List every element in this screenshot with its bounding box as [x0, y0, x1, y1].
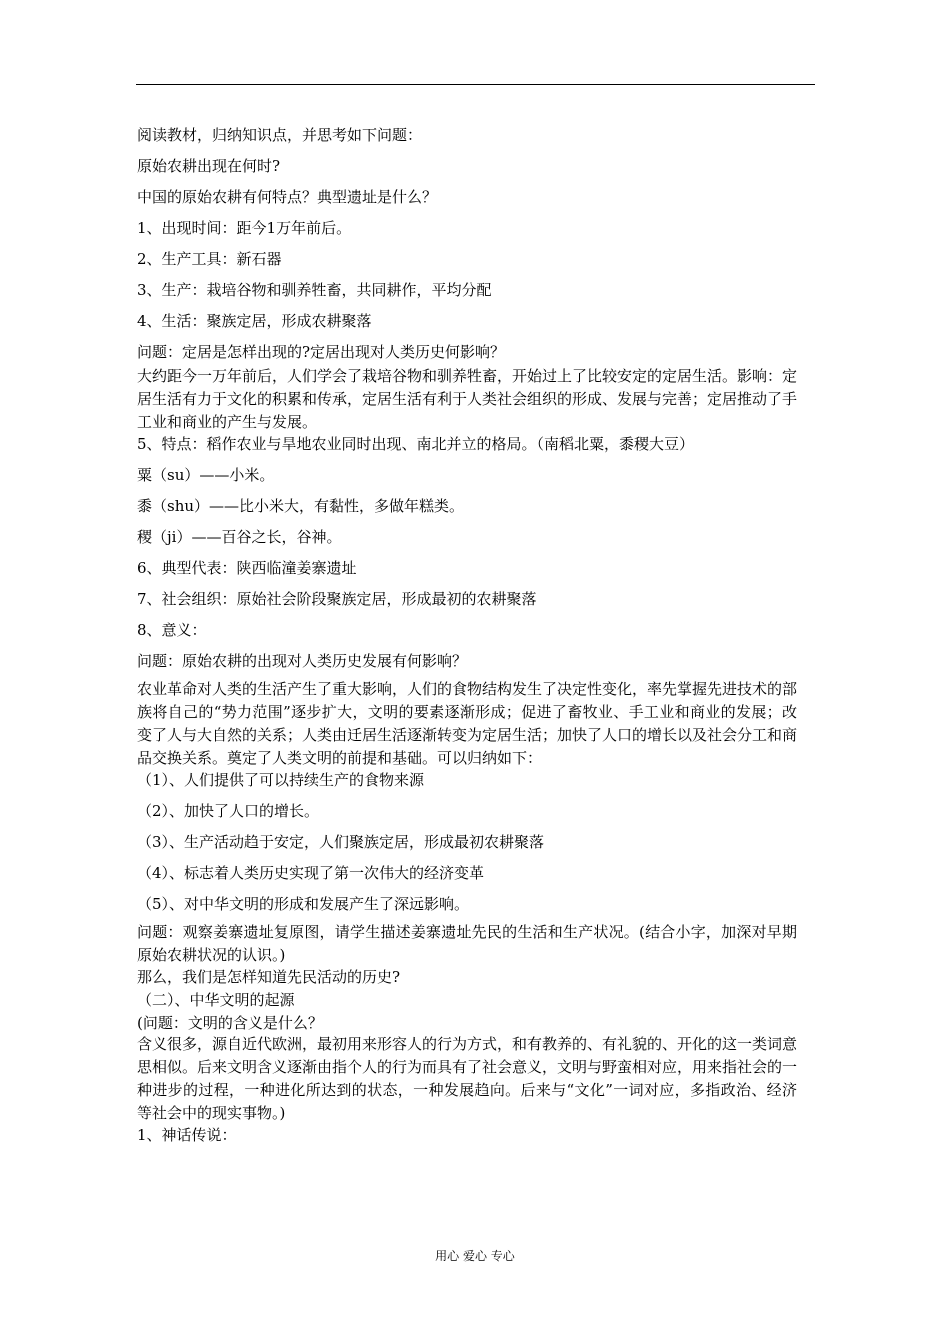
- point-6-representative: 6、典型代表：陕西临潼姜寨遗址: [137, 559, 357, 577]
- impact-item-1: （1）、人们提供了可以持续生产的食物来源: [137, 771, 425, 789]
- point-1-time: 1、出现时间：距今1万年前后。: [137, 219, 352, 237]
- point-3-production: 3、生产：栽培谷物和驯养牲畜，共同耕作，平均分配: [137, 281, 492, 299]
- question-civilization-meaning: (问题：文明的含义是什么？: [137, 1014, 323, 1032]
- page-footer: 用心 爱心 专心: [435, 1249, 515, 1263]
- note-su: 粟（su）——小米。: [137, 466, 275, 484]
- question-how-know: 那么，我们是怎样知道先民活动的历史?: [137, 968, 401, 986]
- note-ji: 稷（ji）——百谷之长，谷神。: [137, 528, 342, 546]
- point-myths-legends: 1、神话传说：: [137, 1126, 237, 1144]
- point-8-significance: 8、意义：: [137, 621, 207, 639]
- answer-impact: 农业革命对人类的生活产生了重大影响，人们的食物结构发生了决定性变化，率先掌握先进技术的部族将自己的“势力范围”逐步扩大，文明的要素逐渐形成；促进了畜牧业、手工业和商业的发展；改变了人与大自然的关系；人类由迁居生活逐渐转变为定居生活；加快了人口的增长以及社会分工和商品交换关系。奠定了人类文明的前提和基础。可以归纳如下：: [137, 680, 798, 767]
- impact-item-3: （3）、生产活动趋于安定，人们聚族定居，形成最初农耕聚落: [137, 833, 545, 851]
- note-shu: 黍（shu）——比小米大，有黏性，多做年糕类。: [137, 497, 465, 515]
- point-4-life: 4、生活：聚族定居，形成农耕聚落: [137, 312, 372, 330]
- document-body: [137, 125, 797, 1145]
- impact-item-5: （5）、对中华文明的形成和发展产生了深远影响。: [137, 895, 470, 913]
- point-7-organization: 7、社会组织：原始社会阶段聚族定居，形成最初的农耕聚落: [137, 590, 537, 608]
- point-2-tools: 2、生产工具：新石器: [137, 250, 282, 268]
- answer-civilization-meaning: 含义很多，源自近代欧洲，最初用来形容人的行为方式，和有教养的、有礼貌的、开化的这一类词意思相似。后来文明含义逐渐由指个人的行为而具有了社会意义，文明与野蛮相对应，用来指社会的一种进步的过程，一种进化所达到的状态，一种发展趋向。后来与“文化”一词对应，多指政治、经济等社会中的现实事物。): [137, 1035, 798, 1122]
- impact-item-4: （4）、标志着人类历史实现了第一次伟大的经济变革: [137, 864, 485, 882]
- impact-item-2: （2）、加快了人口的增长。: [137, 802, 320, 820]
- header-rule: [136, 84, 815, 85]
- reading-instruction: 阅读教材，归纳知识点，并思考如下问题：: [137, 126, 423, 144]
- question-jiangzhai: 问题：观察姜寨遗址复原图，请学生描述姜寨遗址先民的生活和生产状况。(结合小字，加深对早期原始农耕状况的认识。): [137, 923, 797, 964]
- answer-settlement: 大约距今一万年前后，人们学会了栽培谷物和驯养牲畜，开始过上了比较安定的定居生活。影响：定居生活有力于文化的积累和传承，定居生活有利于人类社会组织的形成、发展与完善；定居推动了手工业和商业的产生与发展。: [137, 367, 798, 431]
- question-settlement: 问题：定居是怎样出现的?定居出现对人类历史何影响？: [137, 343, 506, 361]
- question-impact: 问题：原始农耕的出现对人类历史发展有何影响？: [137, 652, 468, 670]
- question-features: 中国的原始农耕有何特点？典型遗址是什么？: [137, 188, 438, 206]
- section-civilization-origin: （二）、中华文明的起源: [137, 991, 295, 1009]
- point-5-features: 5、特点：稻作农业与旱地农业同时出现、南北并立的格局。（南稻北粟，黍稷大豆）: [137, 435, 695, 453]
- question-origin-time: 原始农耕出现在何时?: [137, 157, 281, 175]
